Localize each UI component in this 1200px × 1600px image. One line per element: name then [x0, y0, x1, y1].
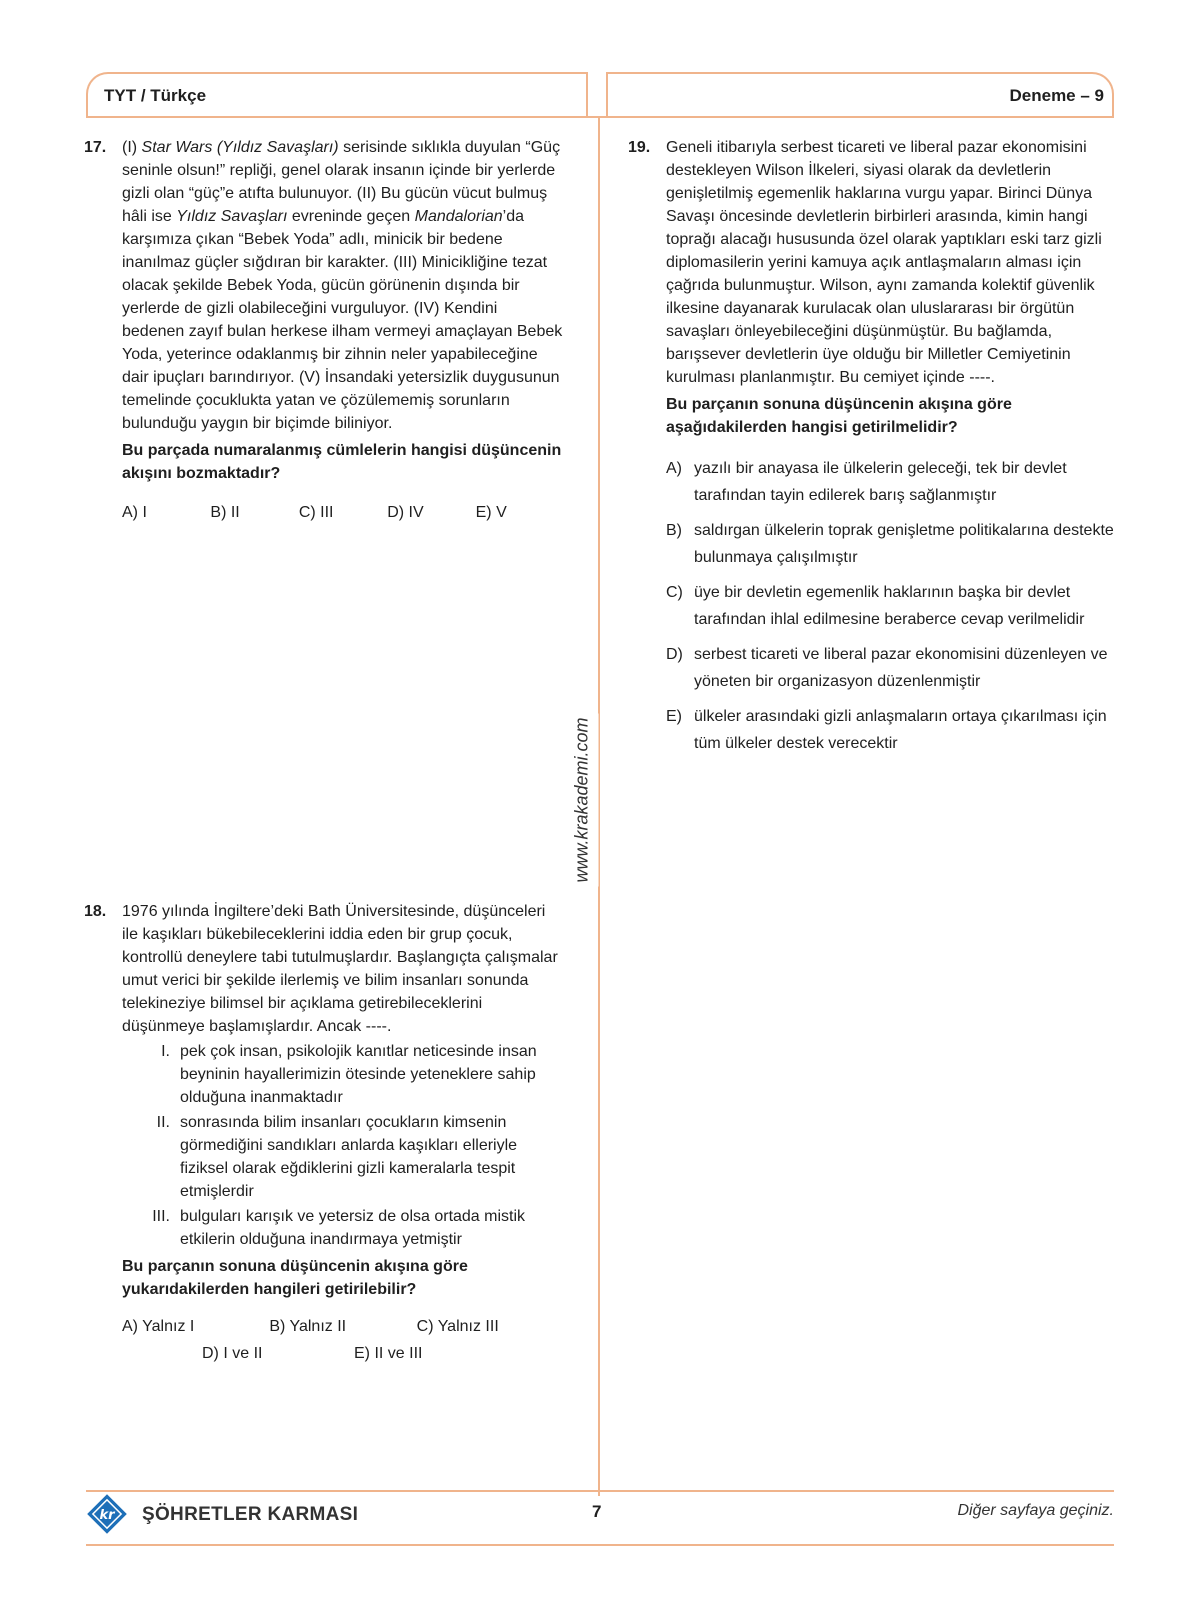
choice-d[interactable]: D) I ve II	[202, 1345, 263, 1362]
answer-choices	[122, 501, 564, 524]
svg-text:kr: kr	[99, 1508, 115, 1523]
option-text: serbest ticareti ve liberal pazar ekonomisini düzenleyen ve yöneten bir organizasyon düzenlenmiştir	[694, 646, 1108, 690]
header-underline	[86, 116, 1114, 118]
question-17	[84, 136, 564, 524]
option-text: saldırgan ülkelerin toprak genişletme politikalarına destekte bulunmaya çalışılmıştır	[694, 522, 1114, 566]
question-18	[84, 900, 564, 1365]
question-prompt: Bu parçanın sonuna düşüncenin akışına göre yukarıdakilerden hangileri getirilebilir?	[122, 1258, 468, 1298]
question-prompt: Bu parçada numaralanmış cümlelerin hangisi düşüncenin akışını bozmaktadır?	[122, 442, 562, 482]
answer-options	[666, 455, 1118, 757]
statement-text: sonrasında bilim insanları çocukların kimsenin görmediğini sandıkları anlarda kaşıkları elleriyle fiziksel olarak eğdiklerini gizli kameralarla tespit etmişlerdir	[180, 1114, 518, 1200]
text-part: serisinde sıklıkla duyulan “Güç seninle olsun!” repliği, genel olarak insanın içinde bir yerlerde gizli olan “güç”e atıfta bulunuyor. (II) Bu gücün vücut bulmuş hâli ise	[122, 139, 561, 225]
answer-choices-row-2	[122, 1342, 564, 1365]
choice-c[interactable]: C) Yalnız III	[416, 1318, 499, 1335]
option-c[interactable]	[666, 579, 1118, 633]
text-italic: Mandalorian	[414, 208, 503, 225]
side-url: www.krakademi.com	[566, 713, 599, 886]
question-number: 17.	[84, 139, 107, 156]
statement-label: II.	[156, 1114, 170, 1131]
statement-label: I.	[161, 1043, 170, 1060]
header-subject: TYT / Türkçe	[104, 86, 207, 105]
statement-label: III.	[152, 1208, 170, 1225]
choice-c[interactable]: C) III	[298, 504, 334, 521]
option-label: C)	[666, 584, 683, 601]
option-b[interactable]	[666, 517, 1118, 571]
footer-top-line	[86, 1490, 1114, 1492]
statement-item	[122, 1111, 564, 1203]
answer-choices-row-1	[122, 1315, 564, 1338]
question-text: 1976 yılında İngiltere’deki Bath Üniversitesinde, düşünceleri ile kaşıkları bükebileceklerini iddia eden bir grup çocuk, kontrollü deneylere tabi tutulmuşlardır. Başlangıçta çalışmalar umut verici bir şekilde ilerlemiş ve bilim insanları sonunda telekineziye bilimsel bir açıklama getirebileceklerini düşünmeye başlamışlardır. Ancak ----.	[122, 903, 558, 1035]
statement-text: bulguları karışık ve yetersiz de olsa ortada mistik etkilerin olduğuna inandırmaya yetmiştir	[180, 1208, 526, 1248]
choice-b[interactable]: B) II	[210, 504, 240, 521]
choice-e[interactable]: E) V	[475, 504, 507, 521]
option-text: ülkeler arasındaki gizli anlaşmaların ortaya çıkarılması için tüm ülkeler destek verecektir	[694, 708, 1107, 752]
text-part: (I)	[122, 139, 142, 156]
page-number: 7	[592, 1502, 602, 1521]
question-number: 19.	[628, 139, 651, 156]
text-part: evreninde geçen	[287, 208, 415, 225]
statement-item	[122, 1040, 564, 1109]
option-label: A)	[666, 460, 682, 477]
choice-a[interactable]: A) Yalnız I	[122, 1318, 195, 1335]
choice-a[interactable]: A) I	[122, 504, 147, 521]
option-e[interactable]	[666, 703, 1118, 757]
next-page-note: Diğer sayfaya geçiniz.	[957, 1502, 1114, 1519]
header-exam-title: Deneme – 9	[1009, 86, 1104, 105]
option-text: yazılı bir anayasa ile ülkelerin geleceği, tek bir devlet tarafından tayin edilerek barış sağlanmıştır	[694, 460, 1067, 504]
text-italic: Yıldız Savaşları	[176, 208, 288, 225]
text-italic: Star Wars (Yıldız Savaşları)	[141, 139, 339, 156]
question-number: 18.	[84, 903, 107, 920]
question-text	[122, 136, 564, 435]
choice-b[interactable]: B) Yalnız II	[269, 1318, 347, 1335]
option-label: D)	[666, 646, 683, 663]
brand-name: ŞÖHRETLER KARMASI	[142, 1504, 359, 1525]
option-text: üye bir devletin egemenlik haklarının başka bir devlet tarafından ihlal edilmesine beraberce cevap verilmelidir	[694, 584, 1085, 628]
brand-logo-icon	[86, 1493, 128, 1535]
text-part: ’da karşımıza çıkan “Bebek Yoda” adlı, minicik bir bedene inanılmaz güçler sığdıran bir karakter. (III) Minicikliğine tezat olacak şekilde Bebek Yoda, gücün görünenin dışında bir yerlerde de gizli olabileceğini vurguluyor. (IV) Kendini bedenen zayıf bulan herkese ilham vermeyi amaçlayan Bebek Yoda, yeterince odaklanmış bir zihnin neler yapabileceğine dair ipuçları barındırıyor. (V) İnsandaki yetersizlik duygusunun temelinde çocuklukta yatan ve çözülememiş sorunların bulunduğu yaygın bir biçimde biliniyor.	[122, 208, 563, 432]
statement-item	[122, 1205, 564, 1251]
option-a[interactable]	[666, 455, 1118, 509]
question-text: Geneli itibarıyla serbest ticareti ve liberal pazar ekonomisini destekleyen Wilson İlkeleri, siyasi olarak da devletlerin genişletilmiş egemenlik haklarına vurgu yapar. Birinci Dünya Savaşı öncesinde devletlerin birbirleri arasında, kimin hangi toprağı alacağı hususunda özel olarak yaptıkları eski tarz gizli diplomasilerin yerini kamuya açık antlaşmaların alması için çağrıda bulunmuştur. Wilson, aynı zamanda kolektif güvenlik ilkesine dayanarak kurulacak olan uluslararası bir örgütün savaşları önleyebileceğini düşünmüştür. Bu bağlamda, barışsever devletlerin üye olduğu bir Milletler Cemiyetinin kurulması planlanmıştır. Bu cemiyet içinde ----.	[666, 139, 1102, 386]
choice-e[interactable]: E) II ve III	[354, 1345, 423, 1362]
option-label: E)	[666, 708, 682, 725]
option-label: B)	[666, 522, 682, 539]
option-d[interactable]	[666, 641, 1118, 695]
question-prompt: Bu parçanın sonuna düşüncenin akışına göre aşağıdakilerden hangisi getirilmelidir?	[666, 396, 1012, 436]
statement-text: pek çok insan, psikolojik kanıtlar neticesinde insan beyninin hayallerimizin ötesinde yeteneklere sahip olduğuna inanmaktadır	[180, 1043, 537, 1106]
choice-d[interactable]: D) IV	[387, 504, 424, 521]
footer-bottom-line	[86, 1544, 1114, 1546]
question-19	[628, 136, 1118, 765]
